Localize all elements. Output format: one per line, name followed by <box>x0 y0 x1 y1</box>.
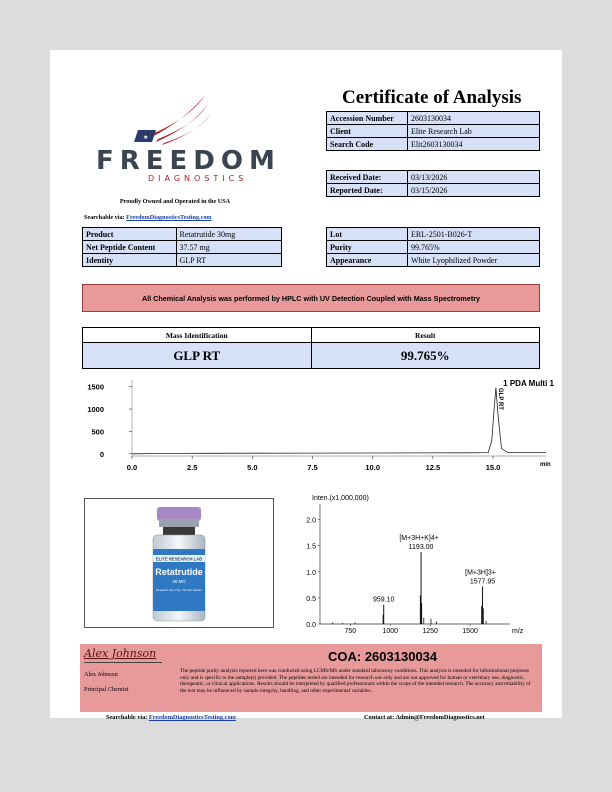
kv-row <box>327 171 540 184</box>
results-header-row <box>83 328 540 343</box>
accession-table <box>326 111 540 151</box>
searchable-label: Searchable via: <box>84 214 127 221</box>
company-logo <box>90 90 281 190</box>
dates-table <box>326 170 540 197</box>
y-tick-label: 500 <box>91 427 104 437</box>
footer-search-link[interactable]: FreedomDiagnosticsTesting.com <box>148 714 236 721</box>
identity-value: GLP RT <box>83 343 312 369</box>
ms-x-tick-label: 750 <box>344 628 357 635</box>
footer-search-label: Searchable via: <box>106 714 149 721</box>
svg-text:★: ★ <box>143 135 149 141</box>
vial-product-text: Retatrutide <box>155 567 203 577</box>
page-title: Certificate of Analysis <box>342 87 522 108</box>
product-table-right <box>326 227 540 267</box>
field-value: White Lyophilized Powder <box>407 254 539 267</box>
searchable-link[interactable]: FreedomDiagnosticsTesting.com <box>126 214 212 221</box>
field-value: Elit2603130034 <box>407 138 539 151</box>
field-label: Reported Date: <box>327 184 408 197</box>
field-value: 03/13/2026 <box>407 171 539 184</box>
certificate-page <box>50 50 562 721</box>
field-value: 03/15/2026 <box>407 184 539 197</box>
field-label: Appearance <box>327 254 408 267</box>
y-tick-label: 1500 <box>87 382 104 392</box>
kv-row <box>83 228 282 241</box>
ms-x-tick-label: 1500 <box>462 628 478 635</box>
ms-x-axis-unit: m/z <box>512 628 524 635</box>
kv-row <box>327 228 540 241</box>
field-label: Product <box>83 228 177 241</box>
peak-label: GLP RT <box>496 388 503 410</box>
ms-peak-ion-label: [M+3H]3+ <box>465 569 496 577</box>
flag-swoosh-icon <box>90 90 250 150</box>
field-label: Client <box>327 125 408 138</box>
y-tick-label: 0 <box>99 449 104 459</box>
field-value: 37.57 mg <box>176 241 281 254</box>
col-mass-identification: Mass Identification <box>83 328 312 343</box>
kv-row <box>327 125 540 138</box>
y-tick-label: 1000 <box>87 405 104 415</box>
field-value: Elite Research Lab <box>407 125 539 138</box>
field-value: 2603130034 <box>407 112 539 125</box>
ms-peak-ion-label: [M+3H+K]4+ <box>399 535 439 542</box>
field-label: Search Code <box>327 138 408 151</box>
chromatogram-trace <box>132 388 546 454</box>
footer-searchable <box>106 714 236 721</box>
kv-row <box>327 112 540 125</box>
kv-row <box>327 241 540 254</box>
vial-fine-text: Research Use Only / Not For Human <box>156 588 202 592</box>
results-table <box>82 327 540 369</box>
x-axis-unit: min <box>540 462 551 468</box>
ms-peak-mz-label: 959.10 <box>373 596 395 604</box>
field-value: Retatrutide 30mg <box>176 228 281 241</box>
ms-y-tick-label: 0.0 <box>306 622 316 629</box>
logo-wordmark: FREEDOM <box>96 146 281 176</box>
kv-row <box>327 254 540 267</box>
field-value: GLP RT <box>176 254 281 267</box>
x-tick-label: 12.5 <box>425 463 441 472</box>
ms-y-tick-label: 0.5 <box>306 595 316 603</box>
ms-y-tick-label: 1.5 <box>306 543 316 551</box>
method-banner: All Chemical Analysis was performed by HPLC with UV Detection Coupled with Mass Spectrometry <box>82 284 540 312</box>
signer-title: Principal Chemist <box>84 686 129 693</box>
ms-x-tick-label: 1250 <box>422 628 438 635</box>
product-table-left <box>82 227 282 267</box>
signature: Alex Johnson <box>84 647 157 660</box>
ms-peak-mz-label: 1577.95 <box>469 578 496 586</box>
ms-y-tick-label: 2.0 <box>306 517 316 525</box>
field-label: Purity <box>327 241 408 254</box>
x-tick-label: 0.0 <box>126 463 138 472</box>
searchable-line <box>84 214 212 221</box>
x-tick-label: 7.5 <box>307 463 318 472</box>
results-value-row <box>83 343 540 369</box>
kv-row <box>83 241 282 254</box>
field-label: Received Date: <box>327 171 408 184</box>
coa-number: COA: 2603130034 <box>328 649 438 664</box>
disclaimer: The peptide purity analysis reported here was conducted using LCMS/MS under standard laboratory conditions. This analysis is intended for informational purposes only and is specific to the sample(s) provided. The peptides tested are intended for research use only and are not approved for human or veterinary use, diagnostic, therapeutic, or clinical applications. Results should be interpreted by qualified professionals within the scope of the intended research. The accuracy and reliability of the test may be influenced by sample integrity, handling, and other experimental variables. <box>180 668 531 694</box>
signature-line <box>84 662 162 663</box>
x-tick-label: 2.5 <box>186 463 198 472</box>
field-value: 99.765% <box>407 241 539 254</box>
signature-panel <box>80 644 542 712</box>
ms-peak-mz-label: 1193.00 <box>408 544 434 551</box>
x-tick-label: 10.0 <box>365 463 381 472</box>
ms-y-tick-label: 1.0 <box>306 569 316 577</box>
signer-name: Alex Johnson <box>84 671 118 678</box>
x-tick-label: 5.0 <box>247 463 258 472</box>
field-label: Net Peptide Content <box>83 241 177 254</box>
kv-row <box>327 184 540 197</box>
kv-row <box>327 138 540 151</box>
field-label: Identity <box>83 254 177 267</box>
mass-spectrum <box>290 492 540 642</box>
vial-photo-frame <box>84 498 274 628</box>
field-value: ERL-2501-B026-T <box>407 228 539 241</box>
field-label: Accession Number <box>327 112 408 125</box>
tagline: Proudly Owned and Operated in the USA <box>119 198 231 205</box>
vial-image <box>85 499 273 627</box>
vial-dose-text: 30 MG <box>172 579 186 584</box>
purity-value: 99.765% <box>311 343 540 369</box>
field-label: Lot <box>327 228 408 241</box>
col-result: Result <box>311 328 540 343</box>
logo-subtitle: DIAGNOSTICS <box>148 174 248 183</box>
footer-contact: Contact at: Admin@FreedomDiagnostics.net <box>364 714 485 721</box>
ms-x-tick-label: 1000 <box>382 628 399 635</box>
x-tick-label: 15.0 <box>485 463 501 472</box>
kv-row <box>83 254 282 267</box>
hplc-chromatogram <box>76 372 556 484</box>
vial-brand-text: ELITE RESEARCH LAB <box>155 556 203 562</box>
legend-label: 1 PDA Multi 1 <box>503 379 554 388</box>
ms-y-axis-title: Inten.(x1,000,000) <box>312 495 369 502</box>
